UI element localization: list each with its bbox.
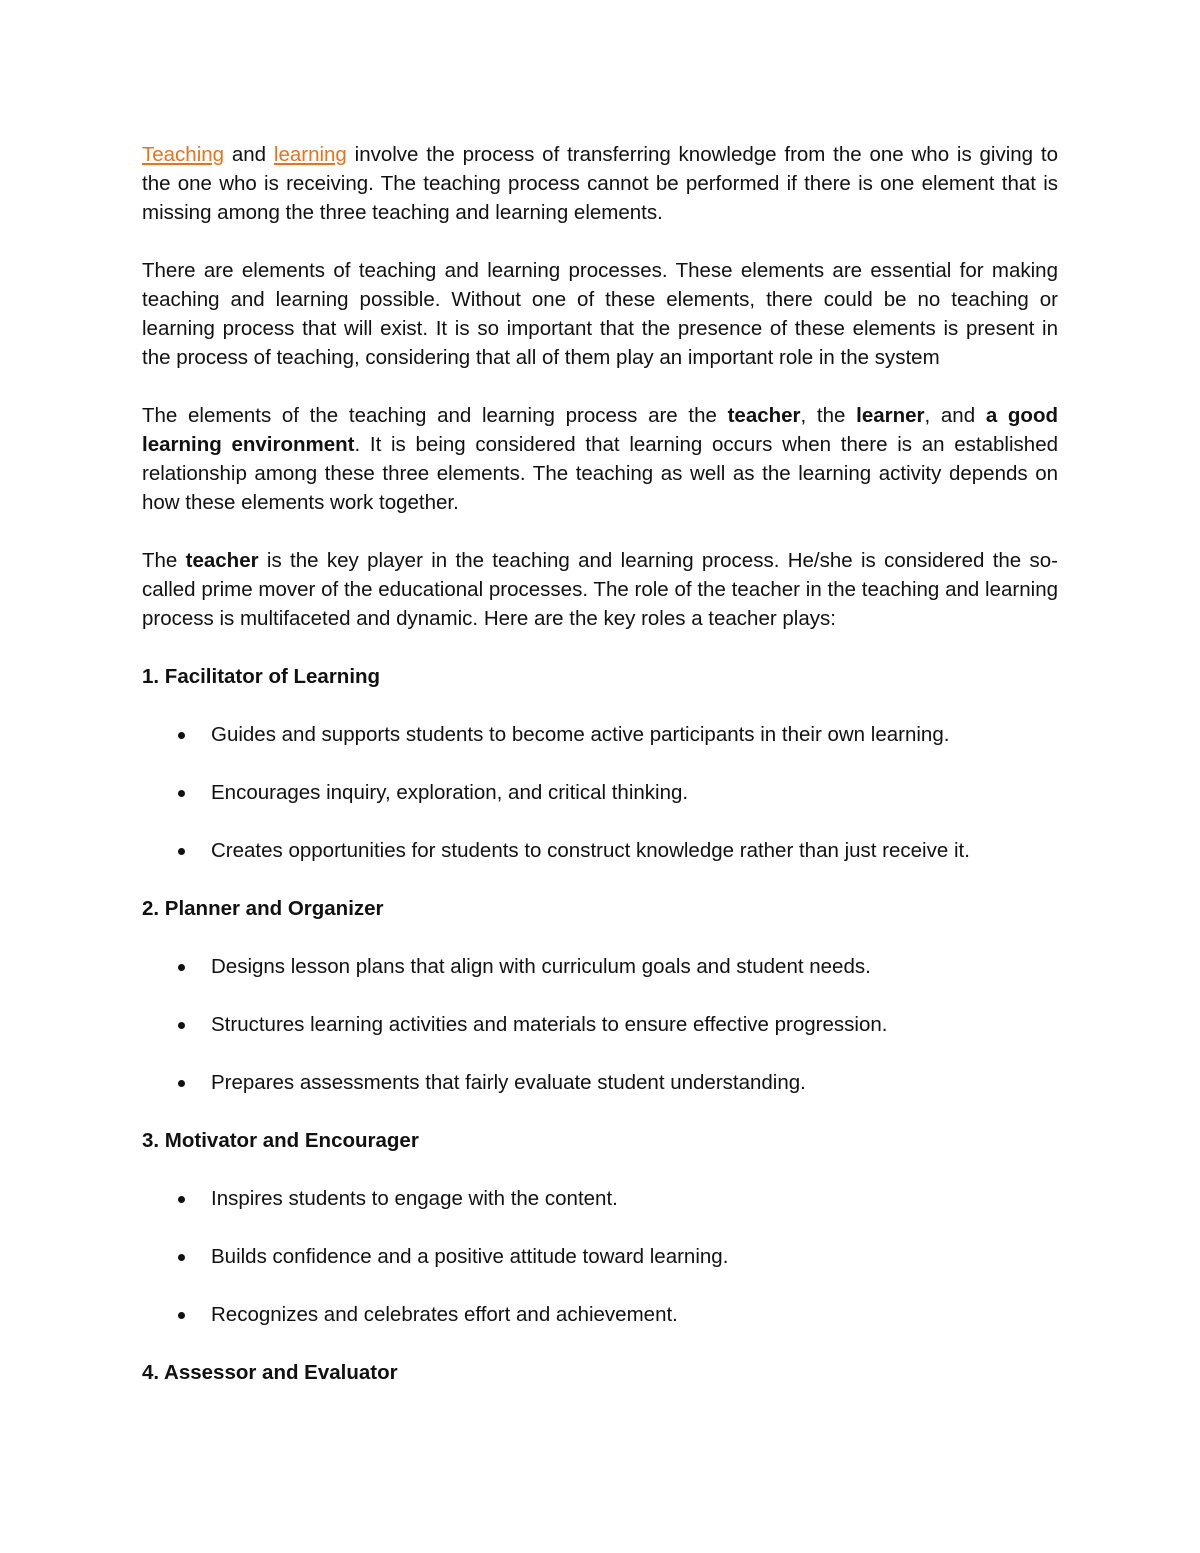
section-heading-planner: 2. Planner and Organizer xyxy=(142,897,384,920)
list-item-text: Builds confidence and a positive attitude toward learning. xyxy=(211,1245,729,1268)
para3-bold-teacher: teacher xyxy=(727,404,801,427)
intro-and: and xyxy=(224,143,274,166)
para3-text-2: , the xyxy=(800,404,857,427)
intro-text: involve the process of transferring knowledge from the one who is giving to the one who is receiving. The teaching process cannot be performed if there is one element that is missing among the three teaching and learning elements. xyxy=(142,143,1058,224)
list-item xyxy=(142,1010,1058,1039)
list-item-text: Guides and supports students to become active participants in their own learning. xyxy=(211,723,950,746)
list-item-text: Encourages inquiry, exploration, and critical thinking. xyxy=(211,781,689,804)
list-item-text: Prepares assessments that fairly evaluate student understanding. xyxy=(211,1071,806,1094)
bullet-icon xyxy=(178,1254,185,1261)
document-page xyxy=(142,140,1058,1416)
para4-text-2: is the key player in the teaching and learning process. He/she is considered the so-called prime mover of the educational processes. The role of the teacher in the teaching and learning process is multifaceted and dynamic. Here are the key roles a teacher plays: xyxy=(142,549,1058,630)
para3-bold-environment: a good learning environment xyxy=(142,404,1058,456)
para3-bold-learner: learner xyxy=(856,404,925,427)
list-item xyxy=(142,1184,1058,1213)
list-item xyxy=(142,952,1058,981)
teacher-paragraph xyxy=(142,546,1058,633)
bullet-icon xyxy=(178,790,185,797)
para3-text-1: The elements of the teaching and learning process are the xyxy=(142,404,728,427)
section-list-motivator xyxy=(142,1184,1058,1329)
section-list-facilitator xyxy=(142,720,1058,865)
para3-text-3: , and xyxy=(924,404,986,427)
list-item-text: Designs lesson plans that align with curriculum goals and student needs. xyxy=(211,955,871,978)
list-item xyxy=(142,778,1058,807)
bullet-icon xyxy=(178,964,185,971)
learning-link[interactable]: learning xyxy=(273,143,347,166)
section-heading-motivator: 3. Motivator and Encourager xyxy=(142,1129,419,1152)
list-item xyxy=(142,720,1058,749)
bullet-icon xyxy=(178,1196,185,1203)
bullet-icon xyxy=(178,732,185,739)
list-item-text: Structures learning activities and materials to ensure effective progression. xyxy=(211,1013,888,1036)
list-item-text: Inspires students to engage with the content. xyxy=(211,1187,618,1210)
section-list-planner xyxy=(142,952,1058,1097)
intro-paragraph xyxy=(142,140,1058,227)
elements-paragraph: There are elements of teaching and learning processes. These elements are essential for making teaching and learning possible. Without one of these elements, there could be no teaching or learning process that will exist. It is so important that the presence of these elements is present in the process of teaching, considering that all of them play an important role in the system xyxy=(142,259,1058,369)
list-item xyxy=(142,1300,1058,1329)
bullet-icon xyxy=(178,1022,185,1029)
list-item-text: Recognizes and celebrates effort and achievement. xyxy=(211,1303,678,1326)
bullet-icon xyxy=(178,848,185,855)
list-item xyxy=(142,1068,1058,1097)
para4-text-1: The xyxy=(142,549,186,572)
elements-list-paragraph xyxy=(142,401,1058,517)
list-item xyxy=(142,836,1058,865)
section-heading-assessor: 4. Assessor and Evaluator xyxy=(142,1361,398,1384)
teaching-link[interactable]: Teaching xyxy=(142,143,225,166)
list-item-text: Creates opportunities for students to construct knowledge rather than just receive it. xyxy=(211,839,970,862)
bullet-icon xyxy=(178,1312,185,1319)
section-heading-facilitator: 1. Facilitator of Learning xyxy=(142,665,381,688)
para3-text-4: . It is being considered that learning occurs when there is an established relationship among these three elements. The teaching as well as the learning activity depends on how these elements work together. xyxy=(142,433,1058,514)
para4-bold-teacher: teacher xyxy=(185,549,259,572)
bullet-icon xyxy=(178,1080,185,1087)
list-item xyxy=(142,1242,1058,1271)
